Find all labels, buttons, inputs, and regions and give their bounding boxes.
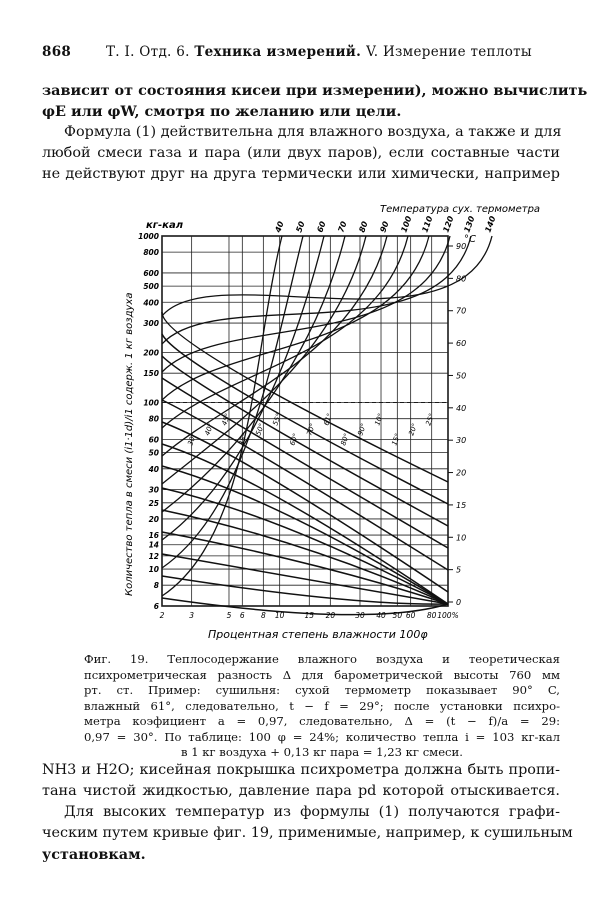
y-tick-label: 800 [143, 248, 159, 258]
y-tick-label: 80 [148, 414, 159, 424]
top-temp-label: 90 [378, 220, 391, 234]
x-tick-label: 5 [226, 611, 232, 620]
chart-x-label: Процентная степень влажности 100φ [208, 628, 428, 641]
y-tick-label: 16 [148, 531, 159, 541]
temperature-curve [162, 236, 429, 400]
top-temp-label: 80 [357, 220, 370, 234]
x-tick-label: 100% [437, 611, 459, 620]
page-number: 868 [42, 44, 72, 60]
chart-title: Температура сух. термометра [380, 204, 541, 215]
paragraph-2-line-1: Формула (1) действительна для влажного воздуха, а также и для [64, 124, 562, 140]
wet-bulb-label: 60° [288, 432, 301, 447]
y-tick-label: 200 [143, 348, 159, 358]
wet-bulb-label: 10° [373, 412, 386, 427]
y-tick-label: 400 [143, 298, 159, 308]
right-tick-label: 20 [456, 468, 467, 478]
caption-line-3: рт. ст. Пример: сушильня: сухой термометр показывает 90° C, [84, 683, 560, 697]
y-tick-label: 300 [143, 319, 159, 329]
wet-bulb-label: 20° [407, 422, 420, 437]
wet-bulb-label: 80° [339, 432, 352, 447]
humidity-chart [112, 196, 541, 646]
wet-bulb-label: 30° [186, 432, 199, 447]
heat-content-curve [162, 312, 448, 482]
paragraph-3-line-2: тана чистой жидкостью, давление пара pd которой отыскивается. [42, 783, 560, 799]
y-tick-label: 50 [148, 448, 159, 458]
paragraph-2 [42, 122, 560, 185]
running-head-bold: Техника измерений. [194, 44, 367, 60]
plot-frame [162, 236, 448, 606]
x-tick-label: 2 [159, 611, 165, 620]
running-header [42, 44, 560, 64]
paragraph-2-line-2: любой смеси газа и пара (или двух паров), если составные части [42, 145, 560, 161]
caption-line-4: влажный 61°, следовательно, t − f = 29°; после установки психро- [84, 698, 560, 713]
chart-grid [162, 236, 453, 606]
right-tick-label: 15 [456, 500, 467, 510]
wet-bulb-label: 45° [220, 412, 233, 427]
top-temp-label: 140 [483, 214, 498, 234]
temperature-curve [162, 236, 450, 372]
paragraph-3-line-1: NH3 и H2O; кисейная покрышка психрометра должна быть пропи- [42, 762, 560, 778]
x-tick-label: 40 [376, 611, 386, 620]
heat-content-curve [162, 422, 448, 592]
paragraph-2-line-3: не действуют друг на друга термически или химически, например [42, 166, 560, 182]
temperature-curve [162, 236, 282, 596]
top-temp-label: 50 [294, 220, 307, 234]
wet-bulb-label: 15° [390, 432, 403, 447]
right-tick-label: 40 [456, 403, 467, 413]
wet-bulb-label: 90° [356, 422, 369, 437]
paragraph-4 [42, 802, 573, 865]
wet-bulb-label: 25° [424, 412, 437, 427]
x-tick-label: 6 [239, 611, 245, 620]
right-tick-label: 80 [456, 274, 467, 284]
right-tick-label: 50 [456, 371, 467, 381]
chart-y-label: Количество тепла в смеси (i1·1d)/i1 содерж. 1 кг воздуха [124, 292, 135, 596]
right-tick-label: 30 [456, 436, 467, 446]
x-tick-label: 60 [405, 611, 416, 620]
wet-bulb-label: 61° [322, 412, 335, 427]
caption-line-6: 0,97 = 30°. По таблице: 100 φ = 24%; количество тепла i = 103 кг-кал [84, 729, 560, 744]
paragraph-3 [42, 760, 560, 802]
right-tick-label: 0 [456, 598, 462, 607]
x-tick-label: 10 [274, 611, 285, 620]
y-tick-label: 1000 [138, 232, 159, 241]
y-tick-label: 30 [148, 485, 159, 495]
top-temp-label: 100 [399, 214, 414, 234]
right-tick-label: 90 [456, 242, 467, 251]
y-tick-label: 8 [153, 581, 159, 591]
top-temp-label: 110 [420, 214, 435, 234]
y-tick-label: 10 [148, 565, 159, 575]
paragraph-1-line-2: φE или φW, смотря по желанию или цели. [42, 103, 402, 120]
caption-line-2: психрометрическая разность Δ для барометрической высоты 760 мм [84, 667, 560, 682]
y-tick-label: 14 [148, 540, 159, 550]
y-tick-label: 40 [148, 464, 159, 474]
x-tick-label: 30 [355, 611, 365, 620]
y-tick-label: 500 [143, 282, 159, 292]
y-tick-label: 60 [148, 435, 159, 445]
y-tick-label: 12 [148, 551, 159, 561]
x-tick-label: 80 [426, 611, 437, 620]
running-head-pre: Т. I. Отд. 6. [106, 44, 195, 60]
chart-unit-left: кг-кал [146, 220, 184, 231]
caption-line-1: Фиг. 19. Теплосодержание влажного воздуха и теоретическая [84, 652, 560, 666]
top-temp-label: 40 [273, 220, 286, 234]
top-temp-label: 70 [336, 220, 349, 234]
caption-line-7: в 1 кг воздуха + 0,13 кг пара = 1,23 кг смеси. [181, 745, 463, 759]
x-tick-label: 8 [260, 611, 266, 620]
chart-unit-right: °C [464, 234, 476, 245]
paragraph-4-line-2: ческим путем кривые фиг. 19, применимые, например, к сушильным [42, 825, 573, 841]
top-temp-label: 130 [462, 214, 477, 234]
figure-caption [84, 652, 560, 761]
wet-bulb-label: 50° [254, 422, 267, 437]
wet-bulb-label: 40° [203, 422, 216, 437]
right-tick-label: 70 [456, 306, 467, 316]
right-tick-label: 5 [456, 565, 462, 575]
paragraph-1 [42, 80, 588, 122]
top-temp-label: 60 [315, 220, 328, 234]
wet-bulb-label: 70° [305, 422, 318, 437]
y-tick-label: 20 [148, 514, 159, 524]
right-tick-label: 60 [456, 339, 467, 349]
x-tick-label: 20 [325, 611, 336, 620]
paragraph-4-line-3: установкам. [42, 846, 146, 863]
y-tick-label: 100 [143, 398, 159, 408]
heat-content-curve [162, 378, 448, 548]
y-tick-label: 25 [148, 498, 159, 508]
heat-content-curve [162, 488, 448, 604]
temperature-curve [162, 236, 345, 512]
x-tick-label: 3 [189, 611, 195, 620]
wet-bulb-label: 35° [237, 432, 250, 447]
x-tick-label: 15 [304, 611, 315, 620]
running-head-post: V. Измерение теплоты [366, 44, 532, 60]
x-tick-label: 50 [392, 611, 403, 620]
y-tick-label: 6 [153, 602, 159, 611]
wet-bulb-label: 55° [271, 412, 284, 427]
running-head [106, 44, 532, 60]
caption-line-5: метра коэфициент a = 0,97, следовательно, Δ = (t − f)/a = 29: [84, 714, 560, 728]
top-temp-label: 120 [441, 214, 456, 234]
y-tick-label: 600 [143, 268, 159, 278]
temperature-curve [162, 236, 492, 316]
paragraph-4-line-1: Для высоких температур из формулы (1) получаются графи- [64, 804, 560, 820]
paragraph-1-line-1: зависит от состояния кисеи при измерении), можно вычислить [42, 82, 588, 99]
right-tick-label: 10 [456, 533, 467, 543]
y-tick-label: 150 [143, 369, 159, 379]
